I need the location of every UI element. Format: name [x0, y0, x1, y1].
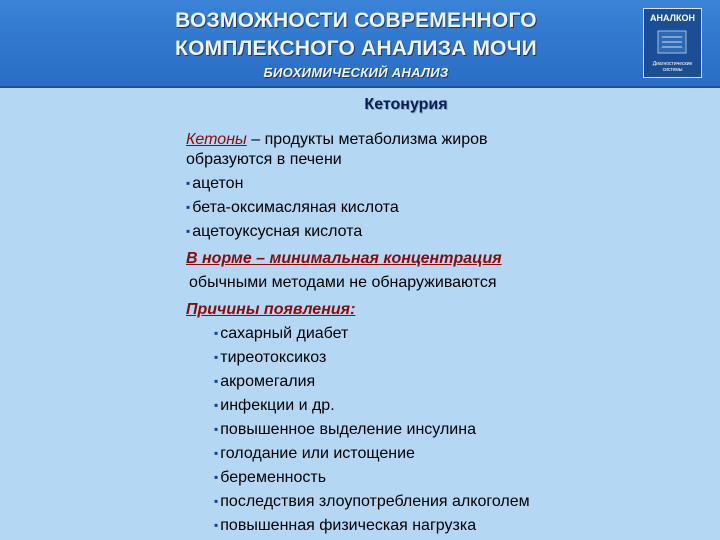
list-item: ▪ инфекции и др.: [214, 397, 335, 414]
bullet-icon: ▪: [214, 374, 219, 388]
bullet-icon: ▪: [214, 518, 219, 532]
logo-brand-text: АНАЛКОН: [650, 13, 695, 23]
ketones-origin: образуются в печени: [186, 151, 342, 168]
list-item: ▪ повышенная физическая нагрузка: [214, 517, 477, 534]
subtitle: БИОХИМИЧЕСКИЙ АНАЛИЗ: [263, 65, 449, 80]
title-line-2: КОМПЛЕКСНОГО АНАЛИЗА МОЧИ: [175, 37, 537, 60]
list-item: ▪ голодание или истощение: [214, 445, 415, 462]
company-logo: [643, 8, 702, 78]
ketones-term: Кетоны: [186, 131, 247, 148]
list-item: ▪ ацетон: [186, 175, 244, 192]
bullet-icon: ▪: [186, 224, 191, 238]
bullet-icon: ▪: [214, 446, 219, 460]
list-item: ▪ беременность: [214, 469, 327, 486]
bullet-icon: ▪: [214, 326, 219, 340]
section-title: Кетонурия: [364, 96, 448, 113]
norm-text: обычными методами не обнаруживаются: [189, 274, 497, 291]
bullet-icon: ▪: [186, 200, 191, 214]
causes-heading: Причины появления:: [186, 301, 356, 318]
bullet-icon: ▪: [214, 470, 219, 484]
bullet-icon: ▪: [214, 350, 219, 364]
bullet-icon: ▪: [214, 398, 219, 412]
list-item: ▪ повышенное выделение инсулина: [214, 421, 476, 438]
list-item: ▪ последствия злоупотребления алкоголем: [214, 493, 530, 510]
norm-heading: В норме – минимальная концентрация: [186, 250, 502, 267]
logo-tagline: Диагностические системы: [652, 61, 693, 73]
bullet-icon: ▪: [186, 176, 191, 190]
header-banner: [0, 0, 720, 88]
ketones-definition: [186, 130, 487, 149]
title-line-1: ВОЗМОЖНОСТИ СОВРЕМЕННОГО: [175, 9, 537, 32]
bullet-icon: ▪: [214, 422, 219, 436]
list-item: ▪ бета-оксимасляная кислота: [186, 199, 399, 216]
ketones-definition-text: – продукты метаболизма жиров: [246, 131, 488, 148]
list-item: ▪ акромегалия: [214, 373, 316, 390]
list-item: ▪ тиреотоксикоз: [214, 349, 327, 366]
bullet-icon: ▪: [214, 494, 219, 508]
list-item: ▪ ацетоуксусная кислота: [186, 223, 363, 240]
logo-emblem-icon: [644, 27, 701, 57]
list-item: ▪ сахарный диабет: [214, 325, 349, 342]
